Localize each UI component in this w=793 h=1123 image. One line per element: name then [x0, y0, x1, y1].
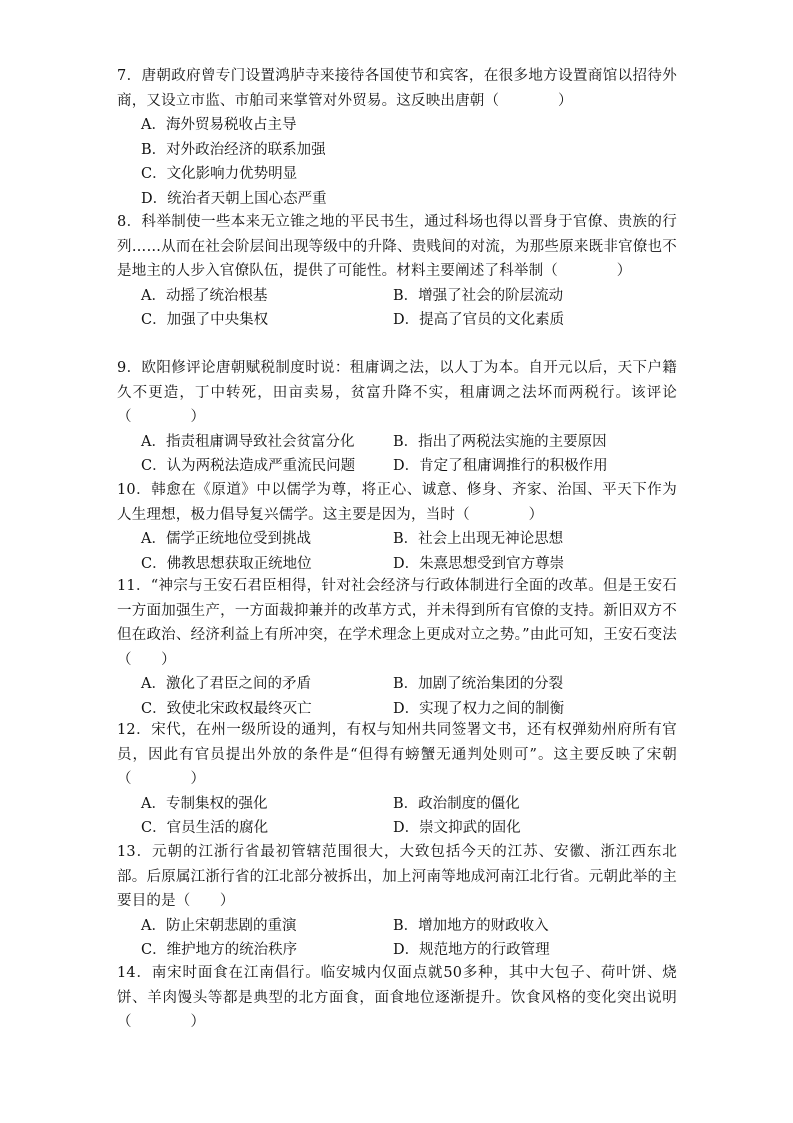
- option-c: C．加强了中央集权: [141, 312, 269, 329]
- options-row-1: [141, 430, 677, 455]
- option-d: D．提高了官员的文化素质: [393, 312, 565, 329]
- option-b: B．指出了两税法实施的主要原因: [393, 433, 607, 450]
- question-13: [117, 840, 677, 963]
- option-b: B．政治制度的僵化: [393, 795, 520, 812]
- question-13-stem: 13．元朝的江浙行省最初管辖范围很大，大致包括今天的江苏、安徽、浙江西东北部。后原属江浙行省的江北部分被拆出，加上河南等地成河南江北行省。元朝此举的主要目的是（ ）: [117, 844, 677, 910]
- option-b: B．对外政治经济的联系加强: [141, 141, 326, 158]
- options-row-2: [141, 816, 677, 841]
- question-7: [117, 64, 677, 212]
- option-c: C．文化影响力优势明显: [141, 166, 298, 183]
- option-b: B．社会上出现无神论思想: [393, 531, 564, 548]
- option-d: D．朱熹思想受到官方尊崇: [393, 555, 565, 572]
- question-14-stem: 14．南宋时面食在江南倡行。临安城内仅面点就50多种，其中大包子、荷叶饼、烧饼、羊肉馒头等都是典型的北方面食，面食地位逐渐提升。饮食风格的变化突出说明（ ）: [117, 965, 677, 1031]
- options-row-1: [141, 792, 677, 817]
- option-a: A．动摇了统治根基: [141, 287, 268, 304]
- option-a: A．儒学正统地位受到挑战: [141, 531, 311, 548]
- question-12-stem: 12．宋代，在州一级所设的通判，有权与知州共同签署文书，还有权弹劾州府所有官员，因此有官员提出外放的条件是“但得有螃蟹无通判处则可”。这主要反映了宋朝（ ）: [117, 722, 677, 788]
- question-8: [117, 210, 677, 333]
- option-a: A．防止宋朝悲剧的重演: [141, 917, 297, 934]
- option-b: B．增加地方的财政收入: [393, 917, 549, 934]
- options-row-1: [141, 284, 677, 309]
- option-a: A．指责租庸调导致社会贫富分化: [141, 433, 355, 450]
- option-a: A．海外贸易税收占主导: [141, 117, 297, 134]
- option-b: B．加剧了统治集团的分裂: [393, 676, 564, 693]
- question-9-stem: 9．欧阳修评论唐朝赋税制度时说：租庸调之法，以人丁为本。自开元以后，天下户籍久不更造，丁中转死，田亩卖易，贫富升降不实，租庸调之法坏而两税行。该评论（ ）: [117, 360, 677, 426]
- question-10: [117, 478, 677, 576]
- option-a: A．激化了君臣之间的矛盾: [141, 676, 311, 693]
- option-d: D．肯定了租庸调推行的积极作用: [393, 458, 608, 475]
- options-row-2: [141, 454, 677, 479]
- options-row-2: [141, 552, 677, 577]
- option-d: D．规范地方的行政管理: [393, 942, 550, 959]
- option-c: C．维护地方的统治秩序: [141, 942, 298, 959]
- question-10-stem: 10．韩愈在《原道》中以儒学为尊，将正心、诚意、修身、齐家、治国、平天下作为人生理想，极力倡导复兴儒学。这主要是因为，当时（ ）: [117, 482, 677, 523]
- question-7-stem: 7．唐朝政府曾专门设置鸿胪寺来接待各国使节和宾客，在很多地方设置商馆以招待外商，又设立市监、市舶司来掌管对外贸易。这反映出唐朝（ ）: [117, 68, 677, 109]
- question-8-stem: 8．科举制使一些本来无立锥之地的平民书生，通过科场也得以晋身于官僚、贵族的行列……从而在社会阶层间出现等级中的升降、贵贱间的对流，为那些原来既非官僚也不是地主的人步入官僚队伍，提供了可能性。材料主要阐述了科举制（ ）: [117, 214, 677, 280]
- options-row-2: [141, 308, 677, 333]
- option-b: B．增强了社会的阶层流动: [393, 287, 564, 304]
- options-row-2: [141, 938, 677, 963]
- option-a: A．专制集权的强化: [141, 795, 268, 812]
- question-14: [117, 961, 677, 1035]
- question-11-stem: 11．“神宗与王安石君臣相得，针对社会经济与行政体制进行全面的改革。但是王安石一方面加强生产，一方面裁抑兼并的改革方式，并未得到所有官僚的支持。新旧双方不但在政治、经济利益上有所冲突，在学术理念上更成对立之势。”由此可知，王安石变法（ ）: [117, 578, 677, 668]
- question-12: [117, 718, 677, 841]
- option-d: D．实现了权力之间的制衡: [393, 700, 565, 717]
- options-row-1: [141, 914, 677, 939]
- options-row-1: [141, 527, 677, 552]
- option-c: C．认为两税法造成严重流民问题: [141, 458, 356, 475]
- question-9: [117, 356, 677, 479]
- option-c: C．佛教思想获取正统地位: [141, 555, 312, 572]
- question-11: [117, 574, 677, 722]
- option-c: C．致使北宋政权最终灭亡: [141, 700, 312, 717]
- option-c: C．官员生活的腐化: [141, 820, 269, 837]
- options-row-1: [141, 672, 677, 697]
- option-d: D．统治者天朝上国心态严重: [141, 190, 327, 207]
- option-d: D．崇文抑武的固化: [393, 820, 521, 837]
